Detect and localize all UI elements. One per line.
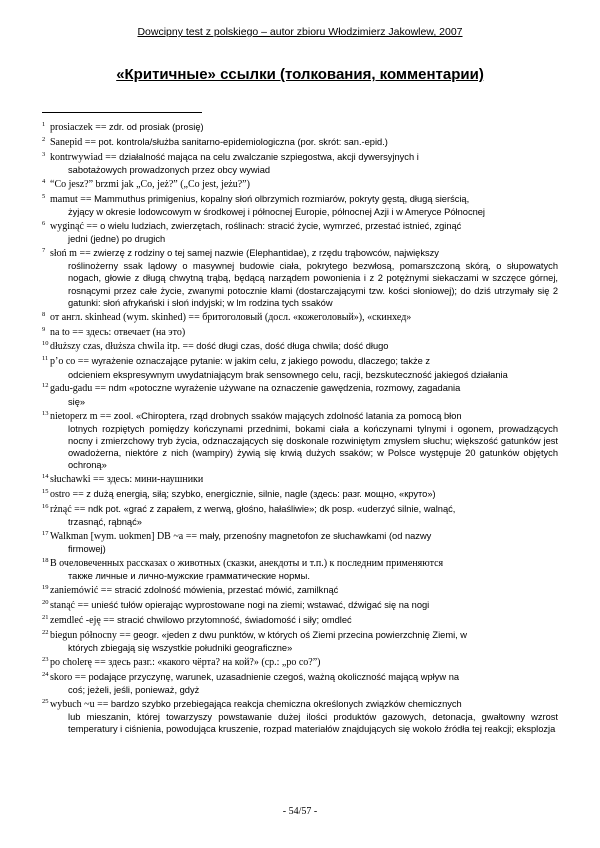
footnote-body (50, 247, 558, 309)
page-header (0, 26, 600, 38)
footnote-number: 8 (42, 310, 46, 318)
footnote-continuation: roślinożerny ssak lądowy o masywnej budowie ciała, pokrytego bezwłosą, pomarszczoną skórą, o słupowatych nogach, głowie z długą chwytną trąbą, będącą narządem powonienia i z 2 potężnymi siekaczami w szczęce górnej, rosnącymi przez całe życie, zwanymi potocznie kłami (dostarczającymi tzw. kości słoniowej); do dziś utrzymały się 2 gatunki: słoń afrykański i słoń indyjski; w lm rodzina tych ssaków (68, 261, 558, 308)
footnote (42, 656, 558, 669)
footnote-term: mamut == (50, 193, 95, 205)
footnote (42, 151, 558, 176)
footnote-term: gadu-gadu == (50, 383, 109, 395)
footnote-definition: mały, przenośny magnetofon ze słuchawkami (od nazwy (199, 531, 432, 542)
footnote-body (50, 614, 558, 627)
footnote-term: słuchawki == здесь: мини-наушники (50, 474, 204, 486)
footnote-body (50, 503, 558, 528)
header-text: Dowcipny test z polskiego – autor zbioru Włodzimierz Jakowlew, 2007 (137, 26, 463, 38)
footnote-body (50, 629, 558, 654)
footnote-definition: geogr. «jeden z dwu punktów, w których oś Ziemi przecina powierzchnię Ziemi, w (133, 629, 468, 640)
page-title: «Критичные» ссылки (толкования, комментарии) (116, 66, 484, 83)
footnote-number: 25 (42, 698, 49, 706)
footnote-term: “Co jesz?” brzmi jak „Co, jeż?” („Co jest, jeżu?”) (50, 178, 250, 190)
footnote-continuation: lub mieszanin, której towarzyszy powstawanie dużej ilości produktów gazowych, detonacja, gwałtowny wzrost temperatury i ciśnienia, powodująca kruszenie, rozpad materiałów znajdujących się wokoło źródła tej reakcji; eksplozja (68, 712, 558, 735)
footnote-body (50, 355, 558, 380)
footnote (42, 193, 558, 218)
footnote-term: zemdleć -eję == (50, 615, 118, 627)
footnote-body (50, 136, 558, 149)
footnote-definition: z dużą energią, siłą; szybko, energicznie, silnie, nagle (здесь: разг. мощно, «круто») (86, 489, 436, 500)
footnote-number: 14 (42, 473, 49, 481)
footnote-definition: stracić chwilowo przytomność, świadomość i siły; omdleć (117, 615, 352, 626)
footnotes-list (42, 121, 558, 737)
footnote-term: wyginąć == (50, 220, 101, 232)
footnote-body (50, 410, 558, 472)
footnote-definition: dość długi czas, dość długa chwila; dość długo (196, 341, 389, 352)
footnote-continuation: jedni (jedne) po drugich (68, 234, 166, 245)
footnote-term: от англ. skinhead (wym. skinhed) == бритоголовый (досл. «кожеголовый»), «скинхед» (50, 311, 412, 323)
footnote-number: 24 (42, 670, 49, 678)
footnote-term: po cholerę == здесь разг.: «какого чёрта? на кой?» (ср.: „po co?”) (50, 657, 321, 669)
footnote (42, 530, 558, 555)
footnote-continuation: trzasnąć, rąbnąć» (68, 517, 142, 528)
footnote-body (50, 599, 558, 612)
footnote-term: na to == здесь: отвечает (на это) (50, 326, 186, 338)
footnote-term: biegun północny == (50, 629, 134, 641)
footnote (42, 614, 558, 627)
page-number: - 54/57 - (282, 806, 318, 817)
footnote-body (50, 326, 558, 339)
footnote-number: 7 (42, 246, 46, 254)
footnote (42, 629, 558, 654)
footnote-body (50, 557, 558, 582)
footnote (42, 671, 558, 696)
footnote-body (50, 340, 558, 353)
footnote-body (50, 382, 558, 407)
footnote-definition: pot. kontrola/służba sanitarno-epidemiologiczna (por. skrót: san.-epid.) (98, 136, 388, 147)
footnote (42, 326, 558, 339)
footnote-continuation: также личные и лично-мужские грамматические нормы. (68, 571, 310, 582)
footnote-continuation: odcieniem ekspresywnym uwydatniającym brak sensownego celu, racji, bezskuteczność jakiegoś działania (68, 369, 508, 380)
footnote-term: stanąć == (50, 600, 92, 612)
footnote-continuation: żyjący w okresie lodowcowym w środkowej i północnej Europie, północnej Azji i w Ameryce Północnej (68, 206, 486, 217)
footnote (42, 410, 558, 472)
footnote-definition: bardzo szybko przebiegająca reakcja chemiczna określonych związków chemicznych (110, 699, 462, 710)
footnote-body (50, 151, 558, 176)
footnote-number: 18 (42, 557, 49, 565)
footnote-separator (42, 112, 202, 113)
footnote-term: prosiaczek == (50, 122, 110, 133)
footnote (42, 382, 558, 407)
footnote-body (50, 178, 558, 191)
footnote-continuation: firmowej) (68, 544, 106, 555)
footnote-term: В очеловеченных рассказах о животных (сказки, анекдоты и т.п.) к последним применяются (50, 558, 444, 570)
footnote-definition: unieść tułów opierając wyprostowane nogi na ziemi; wstawać, dźwigać się na nogi (91, 600, 430, 611)
footnote-body (50, 473, 558, 486)
footnote-definition: Mammuthus primigenius, kopalny słoń olbrzymich rozmiarów, pokryty gęstą, długą sierścią, (94, 193, 470, 204)
footnote (42, 473, 558, 486)
footnote (42, 584, 558, 597)
footnote-body (50, 656, 558, 669)
footnote-body (50, 193, 558, 218)
footnote (42, 557, 558, 582)
footnote-term: Walkman [wym. uokmen] DB ~a == (50, 531, 200, 543)
footnote-number: 15 (42, 488, 49, 496)
footnote-term: skoro == (50, 671, 89, 683)
footnote-definition: podające przyczynę, warunek, uzasadnienie czegoś, ważną okoliczność mającą wpływ na (88, 671, 460, 682)
footnote-body (50, 488, 558, 501)
footnote-term: zaniemówić == (50, 585, 115, 597)
footnote-number: 12 (42, 382, 49, 390)
footnote-number: 21 (42, 614, 49, 622)
footnote-term: wybuch ~u == (50, 699, 111, 711)
footnote (42, 178, 558, 191)
footnote-number: 6 (42, 219, 46, 227)
footnote-body (50, 671, 558, 696)
footnote-number: 1 (42, 121, 46, 128)
footnote-number: 23 (42, 656, 49, 664)
footnote-number: 3 (42, 150, 46, 158)
footnote-term: słoń m == (50, 247, 94, 259)
footnote (42, 355, 558, 380)
footnote-term: p’o co == (50, 356, 92, 368)
footnote-number: 19 (42, 584, 49, 592)
footnote-term: Sanepid == (50, 136, 99, 148)
footnote-body (50, 698, 558, 736)
footnote-body (50, 530, 558, 555)
footnote (42, 136, 558, 149)
footnote-definition: działalność mająca na celu zwalczanie szpiegostwa, akcji dywersyjnych i (119, 151, 419, 162)
footnote-body (50, 584, 558, 597)
footnote-definition: zwierzę z rodziny o tej samej nazwie (Elephantidae), z rzędu trąbowców, największy (93, 247, 439, 258)
footnote-number: 10 (42, 340, 49, 348)
footnote-definition: wyrażenie oznaczające pytanie: w jakim celu, z jakiego powodu, dlaczego; także z (91, 356, 431, 367)
footnote-term: dłuższy czas, dłuższa chwila itp. == (50, 341, 197, 353)
footnote (42, 340, 558, 353)
footnote-continuation: lotnych rozpiętych pomiędzy kończynami przednimi, bokami ciała a kończynami tylnymi i ogonem, prowadzących nocny i zmierzchowy tryb życia, odznaczających się doskonale rozwiniętym zmysłem słuchu; większość gatunków jest owadożerna, niektóre z nich (wampiry) żywią się krwią dużych ssaków; w Polsce występuje 20 gatunków objętych ochroną» (68, 423, 558, 471)
footnote (42, 503, 558, 528)
footnote-body (50, 121, 558, 134)
footnote-number: 4 (42, 177, 46, 185)
footnote-number: 20 (42, 599, 49, 607)
footnote (42, 698, 558, 736)
footnote-definition: ndm «potoczne wyrażenie używane na oznaczenie gawędzenia, rozmowy, zagadania (108, 383, 461, 394)
footnote-body (50, 220, 558, 245)
footnote-term: kontrwywiad == (50, 151, 120, 163)
footnote-definition: o wielu ludziach, zwierzętach, roślinach: stracić życie, wymrzeć, przestać istnieć, zginąć (100, 220, 462, 231)
footnote (42, 599, 558, 612)
footnote-continuation: coś; jeżeli, jeśli, ponieważ, gdyż (68, 685, 200, 696)
footnote-continuation: których zbiegają się wszystkie południki geograficzne» (68, 643, 293, 654)
footnote-continuation: sabotażowych prowadzonych przez obcy wywiad (68, 164, 271, 175)
footnote-term: nietoperz m == (50, 410, 114, 422)
footnote-number: 16 (42, 503, 49, 510)
footnote-definition: stracić zdolność mówienia, przestać mówić, zamilknąć (114, 585, 339, 596)
footnote-number: 17 (42, 530, 49, 538)
footnote-body (50, 311, 558, 324)
footnote-number: 13 (42, 409, 49, 417)
footnote (42, 488, 558, 501)
footnote (42, 311, 558, 324)
footnote-number: 11 (42, 355, 49, 363)
footnote-number: 2 (42, 135, 46, 143)
footnote-number: 5 (42, 192, 46, 200)
footnote-term: rżnąć == (50, 504, 88, 515)
footnote-number: 9 (42, 325, 46, 333)
footnote-term: ostro == (50, 489, 87, 501)
footnote (42, 220, 558, 245)
footnote (42, 121, 558, 134)
footnote-definition: ndk pot. «grać z zapałem, z werwą, głośno, hałaśliwie»; dk posp. «uderzyć silnie, walnąć, (87, 504, 456, 514)
footnote (42, 247, 558, 309)
footnote-definition: zool. «Chiroptera, rząd drobnych ssaków mających zdolność latania za pomocą błon (113, 410, 462, 421)
footnote-definition: zdr. od prosiak (prosię) (109, 122, 204, 132)
footnote-number: 22 (42, 628, 49, 636)
footnote-continuation: się» (68, 396, 86, 407)
